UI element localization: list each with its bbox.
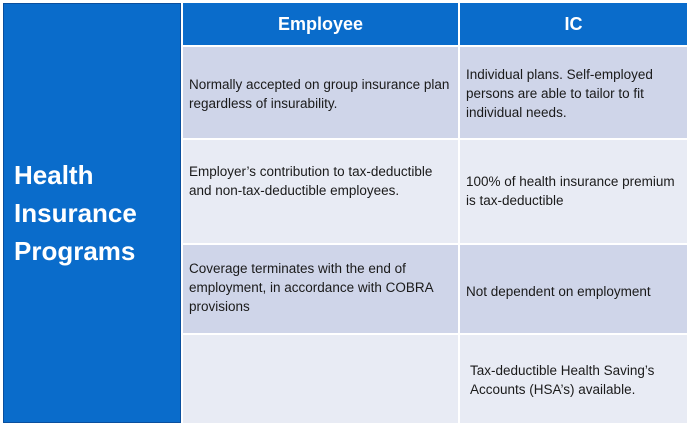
row-header-line-2: Insurance	[14, 198, 137, 228]
table-cell-employee-1	[183, 47, 458, 138]
table-cell-ic-3	[460, 245, 687, 333]
row-header-title	[4, 156, 164, 270]
cell-text: Coverage terminates with the end of employment, in accordance with COBRA provisions	[189, 261, 433, 314]
cell-text: Normally accepted on group insurance plan regardless of insurability.	[189, 77, 450, 111]
table-cell-ic-1	[460, 47, 687, 138]
table-cell-ic-4	[460, 335, 687, 423]
table-cell-employee-2	[183, 140, 458, 243]
cell-text: 100% of health insurance premium is tax-deductible	[466, 174, 675, 208]
table-cell-ic-2	[460, 140, 687, 243]
cell-text: Not dependent on employment	[466, 284, 651, 299]
row-header-cell	[3, 3, 181, 423]
table-cell-employee-4	[183, 335, 458, 423]
table-cell-employee-3	[183, 245, 458, 333]
row-header-line-1: Health	[14, 160, 94, 190]
cell-text: Tax-deductible Health Saving’s Accounts (HSA’s) available.	[470, 363, 655, 397]
column-header-ic: IC	[460, 3, 687, 45]
cell-text: Employer’s contribution to tax-deductible and non-tax-deductible employees.	[189, 164, 433, 198]
comparison-table	[3, 3, 687, 423]
cell-text: Individual plans. Self-employed persons are able to tailor to fit individual needs.	[466, 67, 653, 120]
column-header-employee: Employee	[183, 3, 458, 45]
row-header-line-3: Programs	[14, 236, 136, 266]
